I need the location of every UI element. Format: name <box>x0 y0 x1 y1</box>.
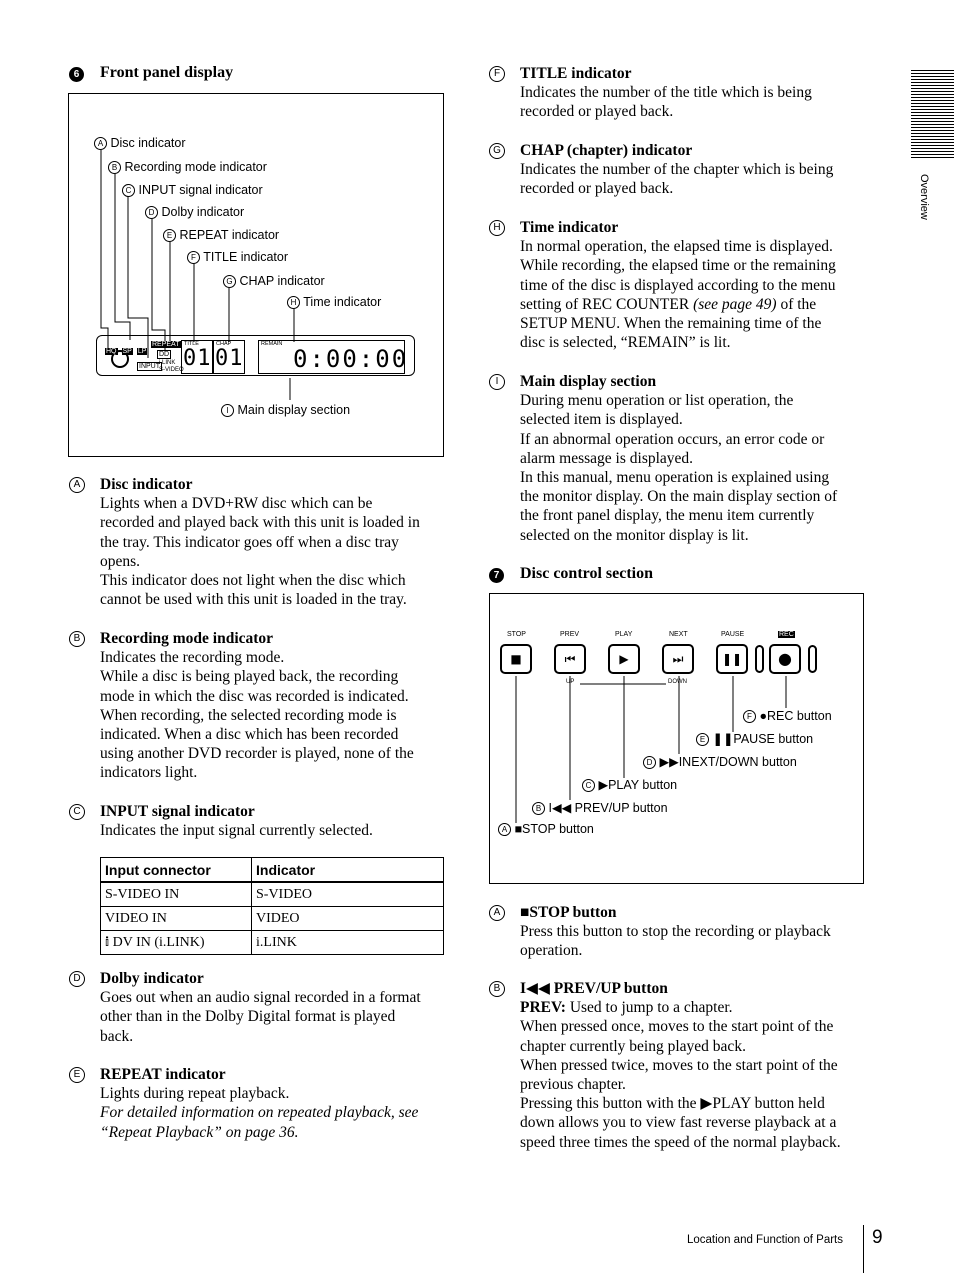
play-button[interactable]: ▶ <box>608 644 640 674</box>
item-prev-button: I◀◀ PREV/UP button PREV: Used to jump to a chapter. When pressed once, moves to the start point of the chapter currently being played back. When pressed twice, moves to the start point of the previous chapter. Pressing this button with the ▶PLAY button held down allows you to view fast reverse playback at a speed three times the speed of the normal playback. <box>520 980 841 1151</box>
title-box: TITLE 01 <box>181 340 213 374</box>
callout-chap: G CHAP indicator <box>223 274 325 288</box>
footer-section: Location and Function of Parts <box>687 1234 843 1246</box>
item-title-indicator: TITLE indicator Indicates the number of the title which is being recorded or played back. <box>520 65 812 121</box>
callout-time: H Time indicator <box>287 295 381 309</box>
callout-repeat: E REPEAT indicator <box>163 228 279 242</box>
table-row: 𝕚 DV IN (i.LINK) i.LINK <box>101 931 444 955</box>
stop-item-marker: A <box>489 905 505 921</box>
callout-pause-button: E ❚❚PAUSE button <box>696 731 813 746</box>
footer-divider <box>863 1225 864 1273</box>
item-e-marker: E <box>69 1067 85 1083</box>
table-row: VIDEO IN VIDEO <box>101 907 444 931</box>
btn-label-prev: PREV <box>560 631 580 638</box>
callout-disc: A Disc indicator <box>94 136 186 150</box>
ilink-icon: 𝕚 <box>105 934 110 949</box>
item-f-marker: F <box>489 66 505 82</box>
item-a-marker: A <box>69 477 85 493</box>
callout-title: F TITLE indicator <box>187 250 288 264</box>
next-button[interactable]: ⏭ <box>662 644 694 674</box>
callout-recmode: B Recording mode indicator <box>108 160 267 174</box>
up-label: UP <box>566 679 575 685</box>
callout-dolby: D Dolby indicator <box>145 205 244 219</box>
rec-mode-indicators: HQ SP LP <box>106 348 147 355</box>
callout-stop-button: A ■STOP button <box>498 822 594 836</box>
table-header: Input connector <box>101 858 252 883</box>
repeat-indicator: REPEAT <box>152 341 180 348</box>
item-input-signal: INPUT signal indicator Indicates the input signal currently selected. <box>100 803 373 840</box>
item-time-indicator: Time indicator In normal operation, the elapsed time is displayed. While recording, the elapsed time or the remaining time of the disc is displayed according to the menu setting of REC COUNTER (see page 49) of the SETUP MENU. When the remaining time of the disc is selected, “REMAIN” is lit. <box>520 219 836 352</box>
rec-button[interactable]: ● <box>769 644 801 674</box>
callout-prev-button: B I◀◀ PREV/UP button <box>532 800 668 815</box>
item-h-marker: H <box>489 220 505 236</box>
item-stop-button: ■STOP button Press this button to stop the recording or playback operation. <box>520 904 831 960</box>
stop-button[interactable]: ■ <box>500 644 532 674</box>
item-i-marker: I <box>489 374 505 390</box>
chap-box: CHAP 01 <box>213 340 245 374</box>
prev-button[interactable]: ⏮ <box>554 644 586 674</box>
callout-input: C INPUT signal indicator <box>122 183 263 197</box>
item-d-marker: D <box>69 971 85 987</box>
section-title: Front panel display <box>100 64 234 81</box>
item-main-display: Main display section During menu operation or list operation, the selected item is displayed. If an abnormal operation occurs, an error code or alarm message is displayed. In this manual, menu operation is explained using the monitor display. On the main display section of the front panel display, the menu item currently selected on the monitor display is lit. <box>520 373 838 544</box>
section-title: Disc control section <box>520 565 654 582</box>
input-svideo: S-VIDEO <box>159 367 184 373</box>
side-tab-label: Overview <box>918 174 930 220</box>
item-dolby: Dolby indicator Goes out when an audio signal recorded in a format other than in the Dolby Digital format is played back. <box>100 970 421 1045</box>
input-label: INPUT <box>139 363 160 370</box>
item-g-marker: G <box>489 143 505 159</box>
item-b-marker: B <box>69 631 85 647</box>
btn-label-rec: REC <box>779 631 794 638</box>
item-recording-mode: Recording mode indicator Indicates the recording mode. While a disc is being played back, the recording mode in which the disc was recorded is indicated. When recording, the selected recording mode is indicated. When a disc which has been recorded using another DVD recorder is played, none of the indicators light. <box>100 630 414 782</box>
btn-label-play: PLAY <box>615 631 633 638</box>
input-ilink: i.LINK <box>159 360 176 366</box>
btn-label-stop: STOP <box>507 631 526 638</box>
item-chap-indicator: CHAP (chapter) indicator Indicates the number of the chapter which is being recorded or played back. <box>520 142 834 198</box>
callout-main-display: I Main display section <box>221 403 350 417</box>
time-box: REMAIN 0:00:00 <box>258 340 405 374</box>
table-row: S-VIDEO IN S-VIDEO <box>101 882 444 907</box>
btn-label-next: NEXT <box>669 631 688 638</box>
item-disc-indicator: Disc indicator Lights when a DVD+RW disc which can be recorded and played back with this unit is loaded in the tray. This indicator goes off when a disc tray opens. This indicator does not light when the disc which cannot be used with this unit is loaded in the tray. <box>100 476 420 609</box>
section-number: 7 <box>489 568 504 583</box>
callout-play-button: C ▶PLAY button <box>582 777 677 792</box>
item-c-marker: C <box>69 804 85 820</box>
callout-rec-button: F ●REC button <box>743 709 832 723</box>
btn-label-pause: PAUSE <box>721 631 745 638</box>
page-number: 9 <box>872 1227 883 1248</box>
pause-button[interactable]: ❚❚ <box>716 644 748 674</box>
section-number: 6 <box>69 67 84 82</box>
callout-next-button: D ▶▶INEXT/DOWN button <box>643 754 797 769</box>
table-header: Indicator <box>252 858 444 883</box>
prev-item-marker: B <box>489 981 505 997</box>
item-repeat: REPEAT indicator Lights during repeat playback. For detailed information on repeated playback, see “Repeat Playback” on page 36. <box>100 1066 419 1141</box>
down-label: DOWN <box>668 679 687 685</box>
dolby-indicator: DD <box>159 351 170 358</box>
